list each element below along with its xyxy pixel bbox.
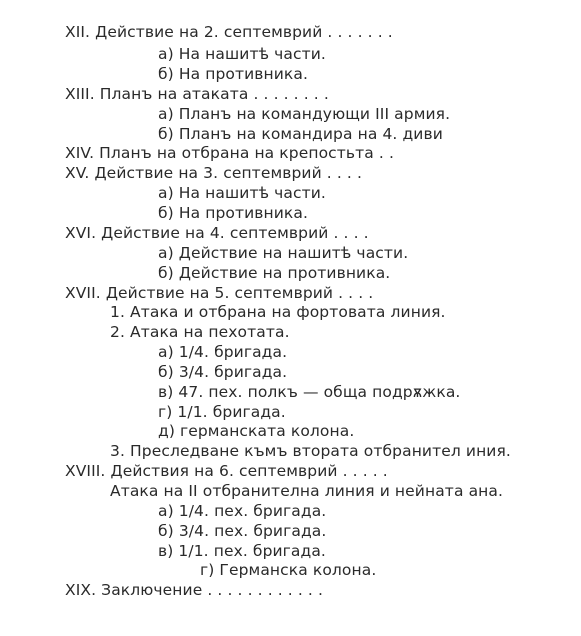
toc-line-xv-a: а) На нашитѣ части.: [158, 184, 326, 202]
toc-line-xiv: XIV. Планъ на отбрана на крепостьта . .: [65, 144, 394, 162]
toc-line-xvii-3: 3. Преследване къмъ втората отбранител иния.: [110, 442, 511, 460]
toc-line-xvii-2-a: а) 1/4. бригада.: [158, 343, 288, 361]
toc-line-xvii-2-b: б) 3/4. бригада.: [158, 363, 288, 381]
toc-line-xviii-b: б) 3/4. пех. бригада.: [158, 522, 327, 540]
toc-line-xvi-b: б) Действие на противника.: [158, 264, 391, 282]
toc-line-xviii-c: в) 1/1. пех. бригада.: [158, 542, 326, 560]
toc-line-xvi-a: а) Действие на нашитѣ части.: [158, 244, 409, 262]
toc-line-xiii-b: б) Планъ на командира на 4. диви: [158, 125, 443, 143]
toc-line-xv: XV. Действие на 3. септемврий . . . .: [65, 164, 362, 182]
toc-line-xiii-a: а) Планъ на командующи III армия.: [158, 105, 451, 123]
toc-line-xii: XII. Действие на 2. септемврий . . . . . . .: [65, 23, 393, 41]
toc-line-xviii: XVIII. Действия на 6. септемврий . . . . .: [65, 462, 388, 480]
toc-line-xvii-2-d: г) 1/1. бригада.: [158, 403, 286, 421]
toc-line-xii-b: б) На противника.: [158, 65, 309, 83]
toc-line-xvii-2-e: д) германската колона.: [158, 422, 355, 440]
toc-line-xiii: XIII. Планъ на атаката . . . . . . . .: [65, 85, 329, 103]
toc-line-xviii-a: а) 1/4. пех. бригада.: [158, 502, 327, 520]
toc-line-xvii-2-c: в) 47. пех. полкъ — обща подрѫжка.: [158, 383, 461, 401]
toc-line-xv-b: б) На противника.: [158, 204, 309, 222]
toc-line-xvii-2: 2. Атака на пехотата.: [110, 323, 290, 341]
toc-line-xviii-d: г) Германска колона.: [200, 561, 377, 579]
toc-line-xvii: XVII. Действие на 5. септемврий . . . .: [65, 284, 374, 302]
toc-line-xviii-attack: Атака на II отбранителна линия и нейната ана.: [110, 482, 504, 500]
toc-line-xvii-1: 1. Атака и отбрана на фортовата линия.: [110, 303, 446, 321]
toc-line-xii-a: а) На нашитѣ части.: [158, 45, 326, 63]
toc-line-xvi: XVI. Действие на 4. септемврий . . . .: [65, 224, 369, 242]
toc-line-xix: XIX. Заключение . . . . . . . . . . . .: [65, 581, 323, 599]
